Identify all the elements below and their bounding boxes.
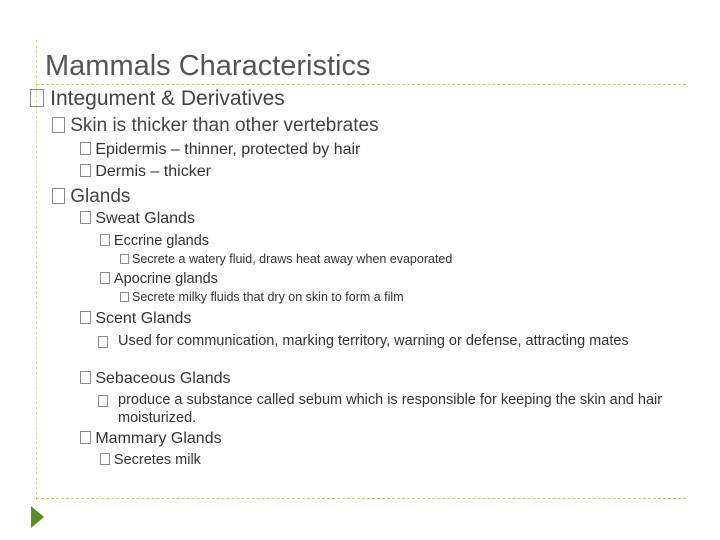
bullet-text: Eccrine glands xyxy=(113,233,210,249)
square-bullet-icon xyxy=(52,117,65,133)
bullet-text: Sebaceous Glands xyxy=(95,370,231,387)
square-bullet-icon xyxy=(52,188,65,204)
square-bullet-icon xyxy=(80,164,91,177)
title-divider xyxy=(36,84,686,85)
bullet-text: Apocrine glands xyxy=(113,271,218,287)
bullet-text: produce a substance called sebum which is responsible for keeping the skin and hair moisturized. xyxy=(118,392,663,426)
bullet-apocrine-desc xyxy=(120,290,404,304)
bullet-mammary-desc xyxy=(100,452,201,469)
bullet-apocrine xyxy=(100,271,218,288)
bullet-text: Secrete milky fluids that dry on skin to form a film xyxy=(132,290,404,304)
bullet-text: Secretes milk xyxy=(113,452,201,468)
bullet-epidermis xyxy=(80,141,360,159)
bullet-eccrine-desc xyxy=(120,252,452,266)
square-bullet-icon xyxy=(120,292,129,302)
bullet-sweat-glands xyxy=(80,210,195,228)
bullet-glands xyxy=(52,186,130,208)
bullet-text: Sweat Glands xyxy=(95,210,195,227)
square-bullet-icon xyxy=(80,211,91,224)
bullet-mammary-glands xyxy=(80,430,222,448)
bullet-text: Mammary Glands xyxy=(95,430,222,447)
bullet-skin xyxy=(52,115,379,137)
bullet-scent-desc xyxy=(118,333,678,351)
square-bullet-icon xyxy=(80,431,91,444)
bullet-text: Integument & Derivatives xyxy=(50,87,285,110)
slide-title: Mammals Characteristics xyxy=(45,50,371,82)
bullet-text: Glands xyxy=(70,186,131,207)
square-bullet-icon xyxy=(80,371,91,384)
square-bullet-icon xyxy=(80,142,91,155)
bullet-sebaceous-glands xyxy=(80,370,231,388)
bullet-text: Skin is thicker than other vertebrates xyxy=(70,115,379,136)
bullet-sebaceous-desc xyxy=(118,392,678,427)
square-bullet-icon xyxy=(98,395,108,407)
bullet-text: Epidermis – thinner, protected by hair xyxy=(95,141,361,158)
square-bullet-icon xyxy=(80,311,91,324)
play-arrow-icon[interactable] xyxy=(31,506,44,528)
square-bullet-icon xyxy=(100,272,110,284)
bullet-text: Secrete a watery fluid, draws heat away when evaporated xyxy=(132,252,453,266)
footer-divider xyxy=(36,498,686,499)
bullet-eccrine xyxy=(100,233,209,250)
bullet-dermis xyxy=(80,163,211,181)
bullet-text: Dermis – thicker xyxy=(95,163,211,180)
square-bullet-icon xyxy=(100,234,110,246)
bullet-text: Scent Glands xyxy=(95,310,192,327)
square-bullet-icon xyxy=(120,254,129,264)
square-bullet-icon xyxy=(98,336,108,348)
bullet-text: Used for communication, marking territory, warning or defense, attracting mates xyxy=(118,333,629,349)
square-bullet-icon xyxy=(100,453,110,465)
bullet-scent-glands xyxy=(80,310,191,328)
bullet-integument xyxy=(30,87,285,111)
square-bullet-icon xyxy=(30,89,44,106)
